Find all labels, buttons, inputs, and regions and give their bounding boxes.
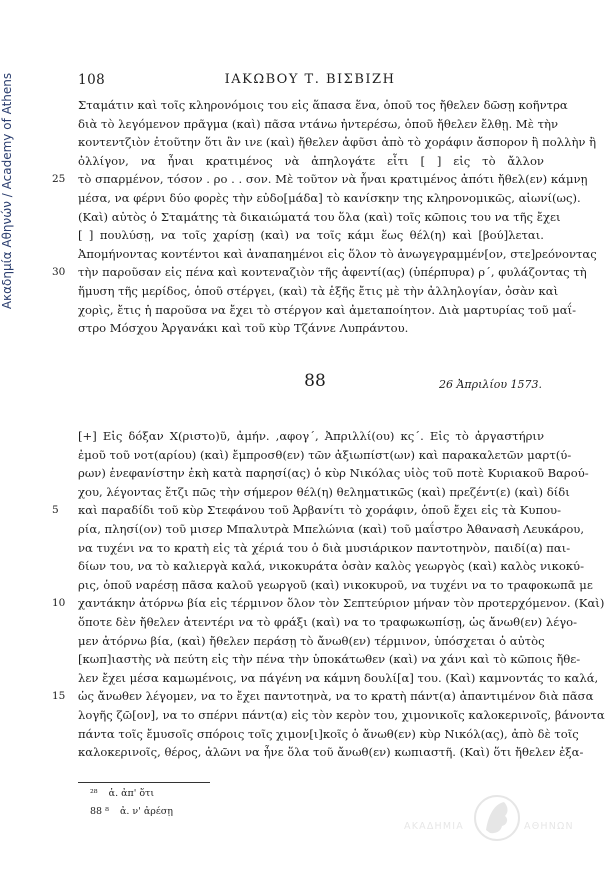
page-number: 108: [78, 72, 106, 88]
text-line: [52, 594, 605, 613]
text-line: [78, 319, 544, 338]
line-text: [+] Εἰς δόξαν Χ(ριστο)ῦ, ἀμήν. ,αφογ´, Ἀπριλλί(ου) κς´. Εἰς τὸ ἀργαστήριν: [78, 429, 544, 443]
line-text: τὸ σπαρμένον, τόσον . ρο . . σον. Μὲ τοῦτον νὰ ἦναι κρατιμένος ἀπότι ἤθελ(εν) κάμνῃ: [78, 172, 588, 187]
line-text: χου, λέγοντας ἔτζι πῶς τὴν σήμερον θέλ(η) θεληματικῶς (καὶ) πρεζέντ(ε) (καὶ) δίδι: [78, 484, 570, 499]
text-line: [78, 301, 577, 320]
text-line: [78, 650, 581, 669]
academy-watermark: [404, 792, 574, 844]
text-line: [78, 189, 581, 208]
footnote-2: [90, 806, 173, 817]
side-caption: Ακαδημία Αθηνών / Academy of Athens: [0, 72, 14, 310]
line-text: λεν ἔχει μέσα καμωμένοις, να πάγένη να κάμνη δουλί[α] του. (Καὶ) καμνοντάς το καλά,: [78, 670, 599, 685]
text-line: [78, 576, 593, 595]
line-text: [κωπ]ιαστὴς νὰ πεύτη εἰς τὴν πένα τὴν ὑποκάτωθεν (καὶ) να χάνι καὶ τὸ κῶποις ἤθε-: [78, 652, 581, 667]
line-text: ὡς ἄνωθεν λέγομεν, να το ἔχει παντοτηνὰ, να το κρατὴ πάντ(α) ἀπαντιμένον διὰ πᾶσα: [78, 689, 594, 704]
text-line: [78, 669, 599, 688]
line-text: ρων) ἐνεφανίστην ἐκὴ κατὰ παρησί(ας) ὁ κὺρ Νικόλας υἱὸς τοῦ ποτὲ Κυριακοῦ Βαρού-: [78, 466, 589, 481]
footnote-text: ἀ. ἀπ' ὅτι: [108, 788, 155, 799]
footnote-rule: [78, 782, 210, 783]
line-text: δίων του, να τὸ καλιεργὰ καλά, νικοκυράτα ὀσὰν καλὸς γεωργὸς (καὶ) καλὸς νικοκύ-: [78, 559, 585, 574]
line-text: ἐμοῦ τοῦ νοτ(αρίου) (καὶ) ἔμπροσθ(εν) τῶν ἀξιωπίστ(ων) καὶ παρακαλετῶν μαρτ(ύ-: [78, 447, 572, 462]
text-line: [78, 208, 561, 227]
text-line: [52, 263, 587, 282]
text-line: [78, 557, 585, 576]
line-text: Σταμάτιν καὶ τοῖς κληρονόμοις του εἰς ἅπασα ἕνα, ὁποῦ τος ἤθελεν δῶσῃ κοῆντρα: [78, 98, 568, 112]
text-line: [78, 613, 578, 632]
line-text: μεν ἀτόρνω βία, (καὶ) ἤθελεν περάσῃ τὸ ἄνωθ(εν) τέρμινον, ὑπόσχεται ὁ αὐτὸς: [78, 633, 545, 648]
footnote-ref: ²⁸: [90, 788, 98, 799]
text-line: [78, 483, 570, 502]
document-number: 88: [304, 371, 326, 391]
text-line: [78, 464, 589, 483]
text-line: [78, 427, 544, 446]
document-date: 26 Ἀπριλίου 1573.: [438, 378, 542, 391]
line-text: ρία, πλησί(ον) τοῦ μισερ Μπαλυτρὰ Μπελώνια (καὶ) τοῦ μαΐστρο Ἀθανασὴ Λευκάρου,: [78, 521, 585, 536]
text-line: [78, 96, 568, 115]
line-number: 15: [52, 690, 66, 703]
text-line: [78, 706, 605, 725]
line-text: χορὶς, ἔτις ἡ παροῦσα να ἔχει τὸ στέργον καὶ ἀμεταποίητον. Διὰ μαρτυρίας τοῦ μαΐ-: [78, 302, 577, 317]
athena-head-icon: [474, 792, 520, 844]
line-text: να τυχένι να το κρατὴ εἰς τὰ χέριά του ὁ διὰ μυσιάρικον παντοτηνὸν, παιδί(α) παι-: [78, 540, 571, 555]
line-number: 25: [52, 173, 66, 186]
line-text: Ἀπομήνοντας κοντέντοι καὶ ἀναπαημένοι εἰς ὅλον τὸ ἀνωγεγραμμέν[ον, στε]ρεόνοντας: [78, 246, 597, 261]
footnote-1: [90, 788, 154, 799]
line-text: λογῆς ζῶ[ον], να το σπέρνι πάντ(α) εἰς τὸν κερὸν του, χιμονικοῖς καλοκερινοῖς, βάνοντα: [78, 707, 605, 722]
line-text: διὰ τὸ λεγόμενον πρᾶγμα (καὶ) πᾶσα ντάνω ἠντερέσω, ὁποῦ ἤθελεν ἔλθῃ. Μὲ τὴν: [78, 116, 558, 131]
line-text: τὴν παροῦσαν εἰς πένα καὶ κοντεναζιὸν τῆς ἀφεντί(ας) (ὑπέρπυρα) ρ´, φυλάζοντας τὴ: [78, 265, 587, 280]
text-line: [78, 539, 571, 558]
line-text: καλοκερινοῖς, θέρος, ἀλῶνι να ἦνε ὅλα τοῦ ἄνωθ(εν) κωπιαστῆ. (Καὶ) ὅτι ἤθελεν ἐξα-: [78, 745, 584, 760]
line-text: μέσα, να φέρνι δύο φορὲς τὴν εὐδο[μάδα] τὸ κανίσκην της κληρονομικῶς, αἰωνί(ως).: [78, 190, 581, 205]
footnote-ref: 88 ⁸: [90, 806, 109, 817]
line-text: πάντα τοῖς ἔμυσοῖς σπόροις τοῖς χιμον[ι]κοῖς ὁ ἄνωθ(εν) κὺρ Νικόλ(ας), ἀπὸ δὲ τοῖς: [78, 726, 579, 741]
text-block-top: [52, 96, 597, 338]
line-number: 10: [52, 597, 66, 610]
text-line: [78, 152, 544, 171]
text-line: [52, 501, 562, 520]
text-line: [78, 226, 544, 245]
text-line: [78, 282, 559, 301]
footnote-text: ἀ. ν' ἀρέσῃ: [119, 806, 173, 817]
line-text: ρις, ὁποῦ ναρέσῃ πᾶσα καλοῦ γεωργοῦ (καὶ) νικοκυροῦ, να τυχένι να το τραφοκωπᾶ με: [78, 577, 593, 592]
text-line: [78, 725, 579, 744]
text-line: [78, 133, 597, 152]
text-block-main: [52, 427, 605, 762]
watermark-text-right: ΑΘΗΝΩΝ: [524, 821, 574, 832]
watermark-text-left: ΑΚΑΔΗΜΙΑ: [404, 821, 464, 832]
line-text: [ ] πουλύσῃ, να τοῖς χαρίσῃ (καὶ) να τοῖς κάμι ἕως θέλ(η) καὶ [βού]λεται.: [78, 228, 544, 243]
text-line: [78, 245, 597, 264]
line-text: καὶ παραδίδι τοῦ κὺρ Στεφάνου τοῦ Ἀρβανίτι τὸ χοράφιν, ὁποῦ ἔχει εἰς τὰ Κυπου-: [78, 503, 562, 518]
text-line: [78, 743, 584, 762]
line-text: ἥμυση τῆς μερίδος, ὁποῦ στέργει, (καὶ) τὰ ἑξῆς ἔτις μὲ τὴν ἀλληλογίαν, ὀσὰν καὶ: [78, 283, 559, 298]
line-text: ὅποτε δὲν ἤθελεν ἀτεντέρι να τὸ φράξι (καὶ) να το τραφωκωπίσῃ, ὡς ἄνωθ(εν) λέγο-: [78, 614, 578, 629]
line-text: στρο Μόσχου Ἀργανάκι καὶ τοῦ κὺρ Τζάννε Λυπράντου.: [78, 321, 409, 336]
line-text: κοντεντζιὸν ἐτοῦτην ὅτι ἂν ινε (καὶ) ἤθελεν ἀφῦσι ἀπὸ τὸ χοράφιν ἄσπορον ἢ πολλὴν ἢ: [78, 135, 597, 150]
text-line: [78, 520, 585, 539]
line-number: 5: [52, 504, 59, 517]
text-line: [78, 632, 544, 651]
line-text: ὀλλίγον, να ἦναι κρατιμένος νὰ ἀπηλογάτε εἶτι [ ] εἰς τὸ ἄλλον: [78, 153, 544, 168]
line-text: (Καὶ) αὐτὸς ὁ Σταμάτης τὰ δικαιώματά του ὅλα (καὶ) τοῖς κῶποις του να τῆς ἔχει: [78, 209, 561, 224]
running-head: ΙΑΚΩΒΟΥ Τ. ΒΙΣΒΙΖΗ: [224, 72, 396, 87]
line-text: χαντάκην ἀτόρνω βία εἰς τέρμινον ὅλον τὸν Σεπτεύριον μήναν τὸν προτερχόμενον. (Καὶ): [78, 596, 605, 611]
text-line: [78, 446, 572, 465]
text-line: [52, 170, 588, 189]
text-line: [52, 687, 594, 706]
text-line: [78, 115, 558, 134]
line-number: 30: [52, 266, 66, 279]
